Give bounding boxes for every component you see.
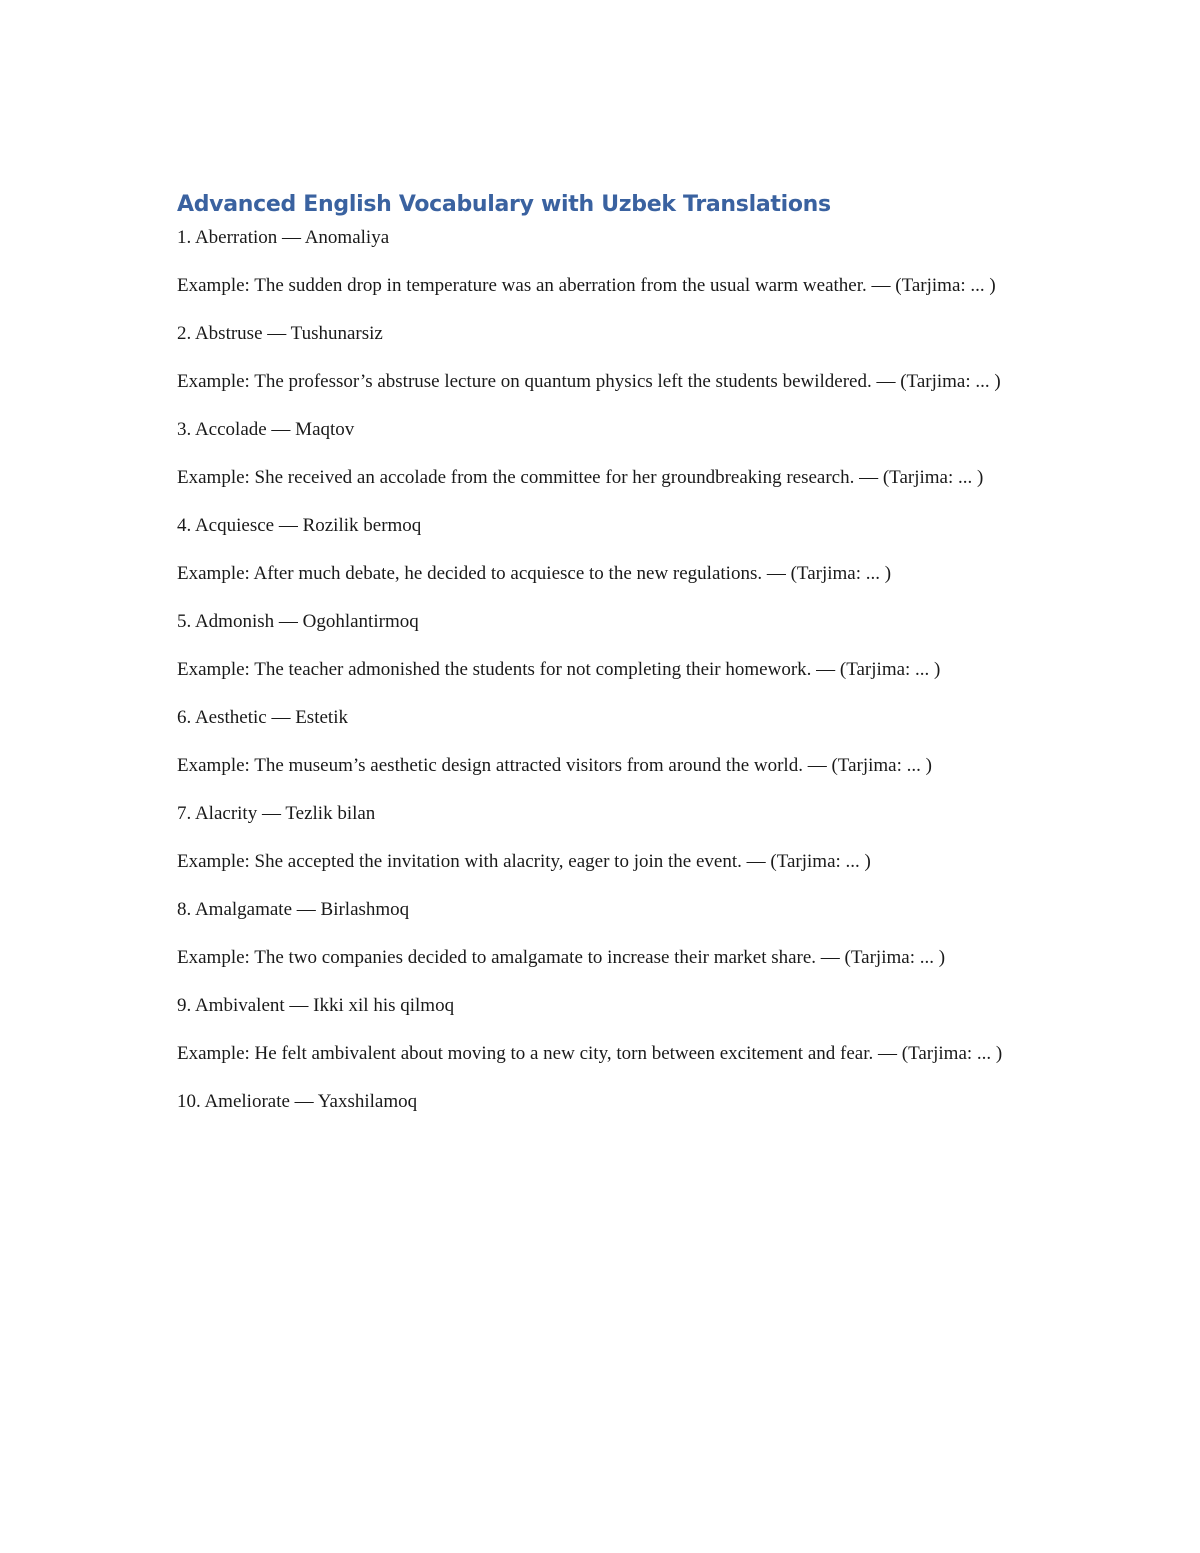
vocab-term: 4. Acquiesce — Rozilik bermoq [177,515,422,536]
vocab-term: 3. Accolade — Maqtov [177,419,355,440]
vocab-term: 2. Abstruse — Tushunarsiz [177,323,383,344]
vocab-term: 6. Aesthetic — Estetik [177,707,348,728]
document-body [177,190,1037,1136]
vocab-example: Example: The professor’s abstruse lecture on quantum physics left the students bewildered. — (Tarjima: ... ) [177,371,1001,392]
vocab-example: Example: He felt ambivalent about moving to a new city, torn between excitement and fear. — (Tarjima: ... ) [177,1043,1003,1064]
vocab-example: Example: The two companies decided to amalgamate to increase their market share. — (Tarjima: ... ) [177,947,946,968]
vocab-term: 1. Aberration — Anomaliya [177,227,390,248]
vocab-term: 10. Ameliorate — Yaxshilamoq [177,1091,418,1112]
vocab-example: Example: She accepted the invitation with alacrity, eager to join the event. — (Tarjima: ... ) [177,851,871,872]
vocab-example: Example: After much debate, he decided to acquiesce to the new regulations. — (Tarjima: ... ) [177,563,892,584]
vocab-example: Example: The teacher admonished the students for not completing their homework. — (Tarjima: ... ) [177,659,941,680]
vocab-term: 8. Amalgamate — Birlashmoq [177,899,410,920]
vocab-term: 9. Ambivalent — Ikki xil his qilmoq [177,995,455,1016]
vocab-term: 7. Alacrity — Tezlik bilan [177,803,376,824]
vocab-term: 5. Admonish — Ogohlantirmoq [177,611,419,632]
document-title: Advanced English Vocabulary with Uzbek Translations [177,192,831,217]
vocab-example: Example: The sudden drop in temperature was an aberration from the usual warm weather. — (Tarjima: ... ) [177,275,996,296]
vocab-example: Example: The museum’s aesthetic design attracted visitors from around the world. — (Tarjima: ... ) [177,755,932,776]
vocab-example: Example: She received an accolade from the committee for her groundbreaking research. — (Tarjima: ... ) [177,467,984,488]
